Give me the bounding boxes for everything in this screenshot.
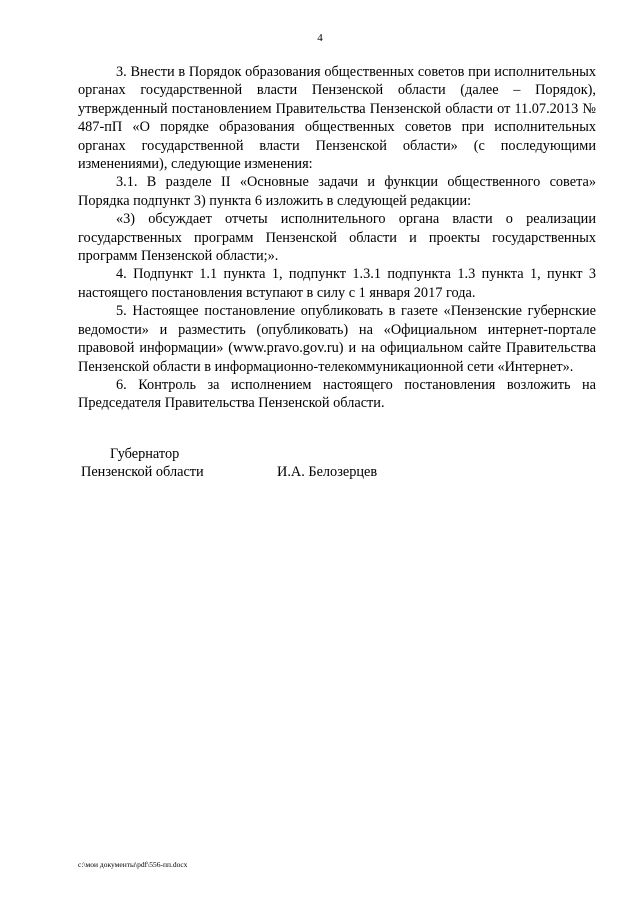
paragraph-6: 6. Контроль за исполнением настоящего постановления возложить на Председателя Правительства Пензенской области. xyxy=(78,376,596,412)
signatory-name: И.А. Белозерцев xyxy=(277,464,378,481)
signature-block xyxy=(78,445,596,485)
page-number: 4 xyxy=(317,32,323,44)
footer-file-path: c:\мои документы\pdf\556-пп.docx xyxy=(78,860,188,869)
paragraph-3-1: 3.1. В разделе II «Основные задачи и функции общественного совета» Порядка подпункт 3) пункта 6 изложить в следующей редакции: xyxy=(78,174,596,209)
signatory-title-line2: Пензенской области xyxy=(81,464,204,481)
signatory-title-line1: Губернатор xyxy=(110,446,180,462)
paragraph-5: 5. Настоящее постановление опубликовать в газете «Пензенские губернские ведомости» и разместить (опубликовать) на «Официальном интернет-портале правовой информации» (www.pravo.gov.ru) и на официальном сайте Правительства Пензенской области в информационно-телекоммуникационной сети «Интернет». xyxy=(78,303,596,375)
paragraph-3: 3. Внести в Порядок образования общественных советов при исполнительных органах государственной власти Пензенской области (далее – Порядок), утвержденный постановлением Правительства Пензенской области от 11.07.2013 № 487-пП «О порядке образования общественных советов при исполнительных органах государственной власти Пензенской области» (с последующими изменениями), следующие изменения: xyxy=(78,64,596,173)
paragraph-3-1-quote: «3) обсуждает отчеты исполнительного органа власти о реализации государственных программ Пензенской области и проекты государственных программ Пензенской области;». xyxy=(78,211,596,265)
paragraph-4: 4. Подпункт 1.1 пункта 1, подпункт 1.3.1 подпункта 1.3 пункта 1, пункт 3 настоящего постановления вступают в силу с 1 января 2017 года. xyxy=(78,266,596,301)
document-body xyxy=(78,63,596,413)
